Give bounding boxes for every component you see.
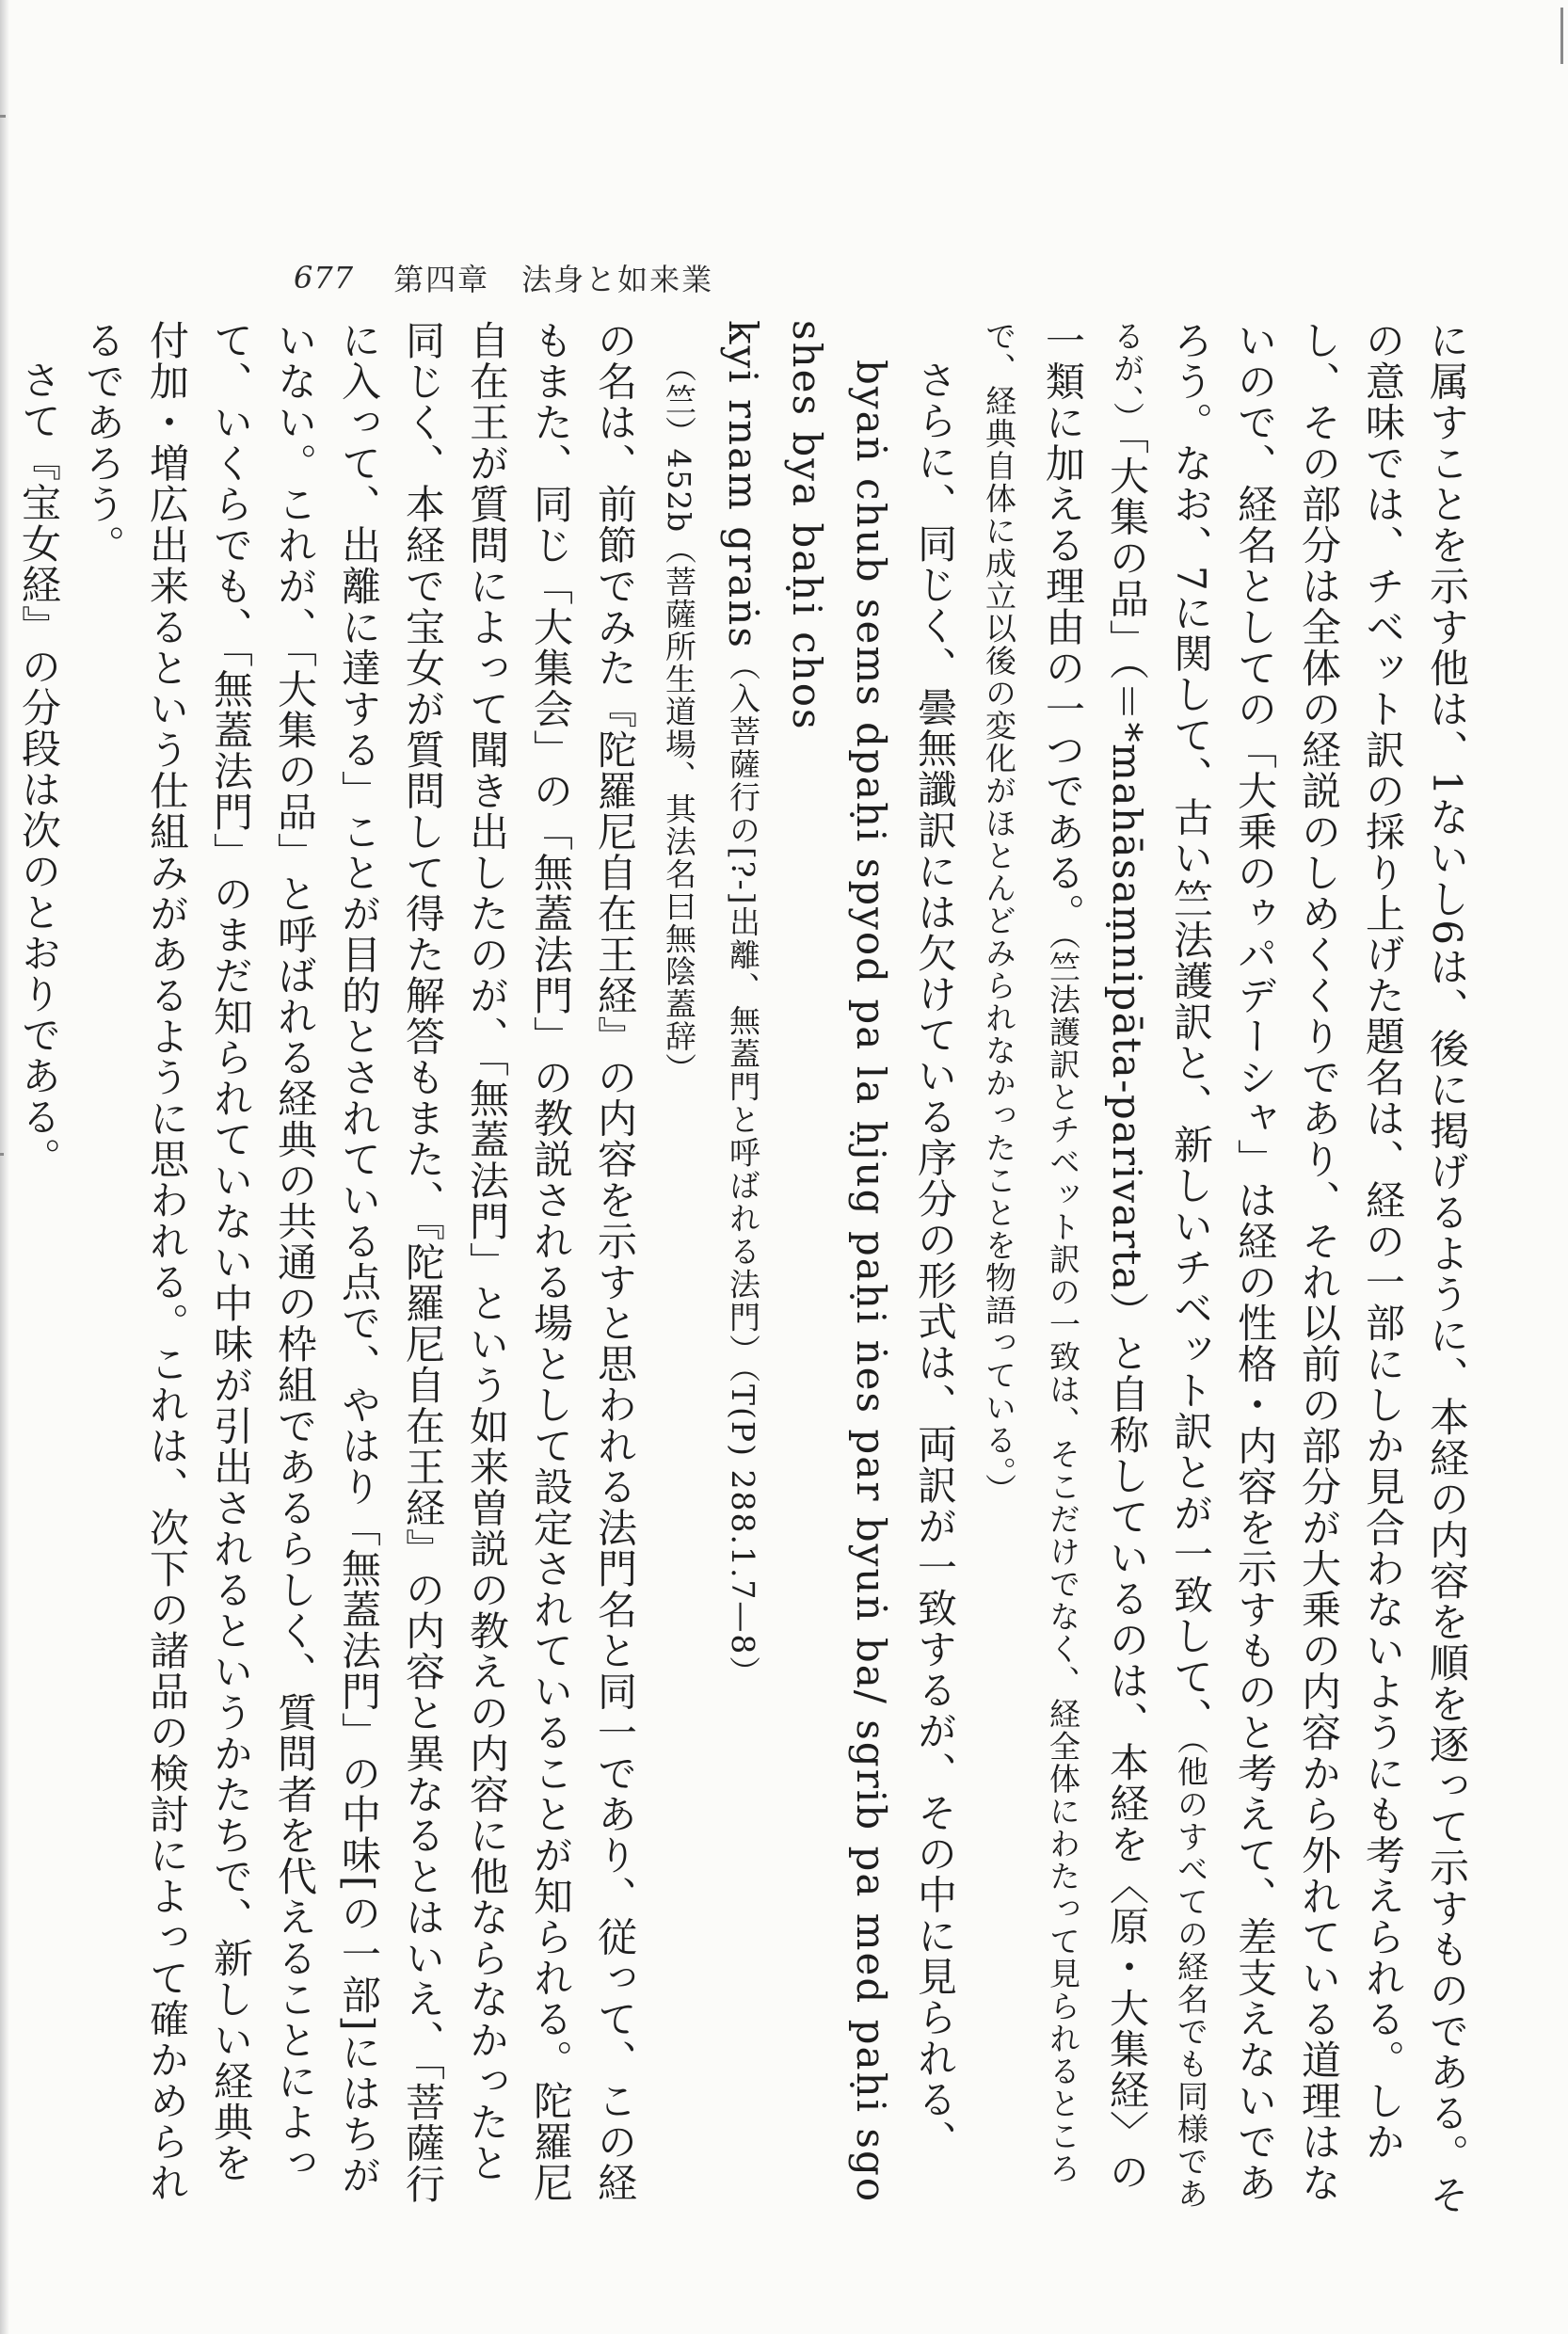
tibetan-quote [711,320,775,2221]
scan-mark [0,115,6,118]
scan-mark [1560,8,1563,64]
chapter-title: 第四章 法身と如来業 [393,262,714,297]
paragraph [967,320,1479,2221]
paragraph: さらに、同じく、曇無讖訳には欠けている序分の形式は、両訳が一致するが、その中に見られる、 [912,360,958,2161]
chinese-citation: （竺）452b（菩薩所生道場、其法名曰無陰蓋辞） [661,351,697,1086]
tibetan-quote-continued: kyi rnam graṅs [720,320,766,649]
paragraph: さて『宝女経』の分段は次のとおりである。 [16,360,62,1178]
paragraph: の名は、前節でみた『陀羅尼自在王経』の内容を示すと思われる法門名と同一であり、従って、この経もまた、同じ「大集会」の「無蓋法門」の教説される場として設定されていることが知られる。陀羅尼自在王が質問によって聞き出したのが、「無蓋法門」という如来曽説の教えの内容に他ならなかったと同じく、本経で宝女が質問して得た解答もまた、『陀羅尼自在王経』の内容と異なるとはいえ、「菩薩行に入って、出離に達する」ことが目的とされている点で、やはり「無蓋法門」の中味[の一部]にはちがいない。これが、「大集の品」と呼ばれる経典の共通の枠組であるらしく、質問者を代えることによって、いくらでも、「無蓋法門」のまだ知られていない中味が引出されるというかたちで、新しい経典を付加・増広出来るという仕組みがあるように思われる。これは、次下の諸品の検討によって確かめられるであろう。 [80,320,638,2205]
inline-note: （竺法護訳とチベット訳の一致は、そこだけでなく、経全体にわたって見られるところで、経典自体に成立以後の変化がほとんどみられなかったことを物語っている。） [981,320,1081,2185]
inline-note: （他のすべての経名でも同様であるが、） [1109,320,1209,2211]
tibetan-translation-note: （入菩薩行の[?-]出離、無蓋門と呼ばれる法門）（T(P) 288.1.7—8） [725,648,761,1689]
scan-mark [0,1153,4,1156]
tibetan-quote: byaṅ chub sems dpaḥi spyod pa la ḥjug paḥi ṅes par byuṅ ba/ sgrib pa med paḥi sgo shes bya baḥi chos [784,320,894,2204]
paragraph-text: 「大集の品」（＝*mahāsaṃnipāta-parivarta）と自称しているのは、本経を〈原・大集経〉の一類に加える理由の一つである。 [1040,320,1150,2193]
page-number: 677 [294,260,355,296]
paragraph-text: に属すことを示す他は、1ないし6は、後に掲げるように、本経の内容を順を逐って示すものである。その意味では、チベット訳の採り上げた題名は、経の一部にしか見合わないようにも考えられる。しかし、その部分は全体の経説のしめくくりであり、それ以前の部分が大乗の内容から外れている道理はないので、経名としての「大乗のゥパデーシャ」は経の性格・内容を示すものと考えて、差支えないであろう。なお、7に関して、古い竺法護訳と、新しいチベット訳とが一致して、 [1168,320,1470,2215]
vertical-text-body [16,320,1479,2221]
running-head [294,259,713,296]
